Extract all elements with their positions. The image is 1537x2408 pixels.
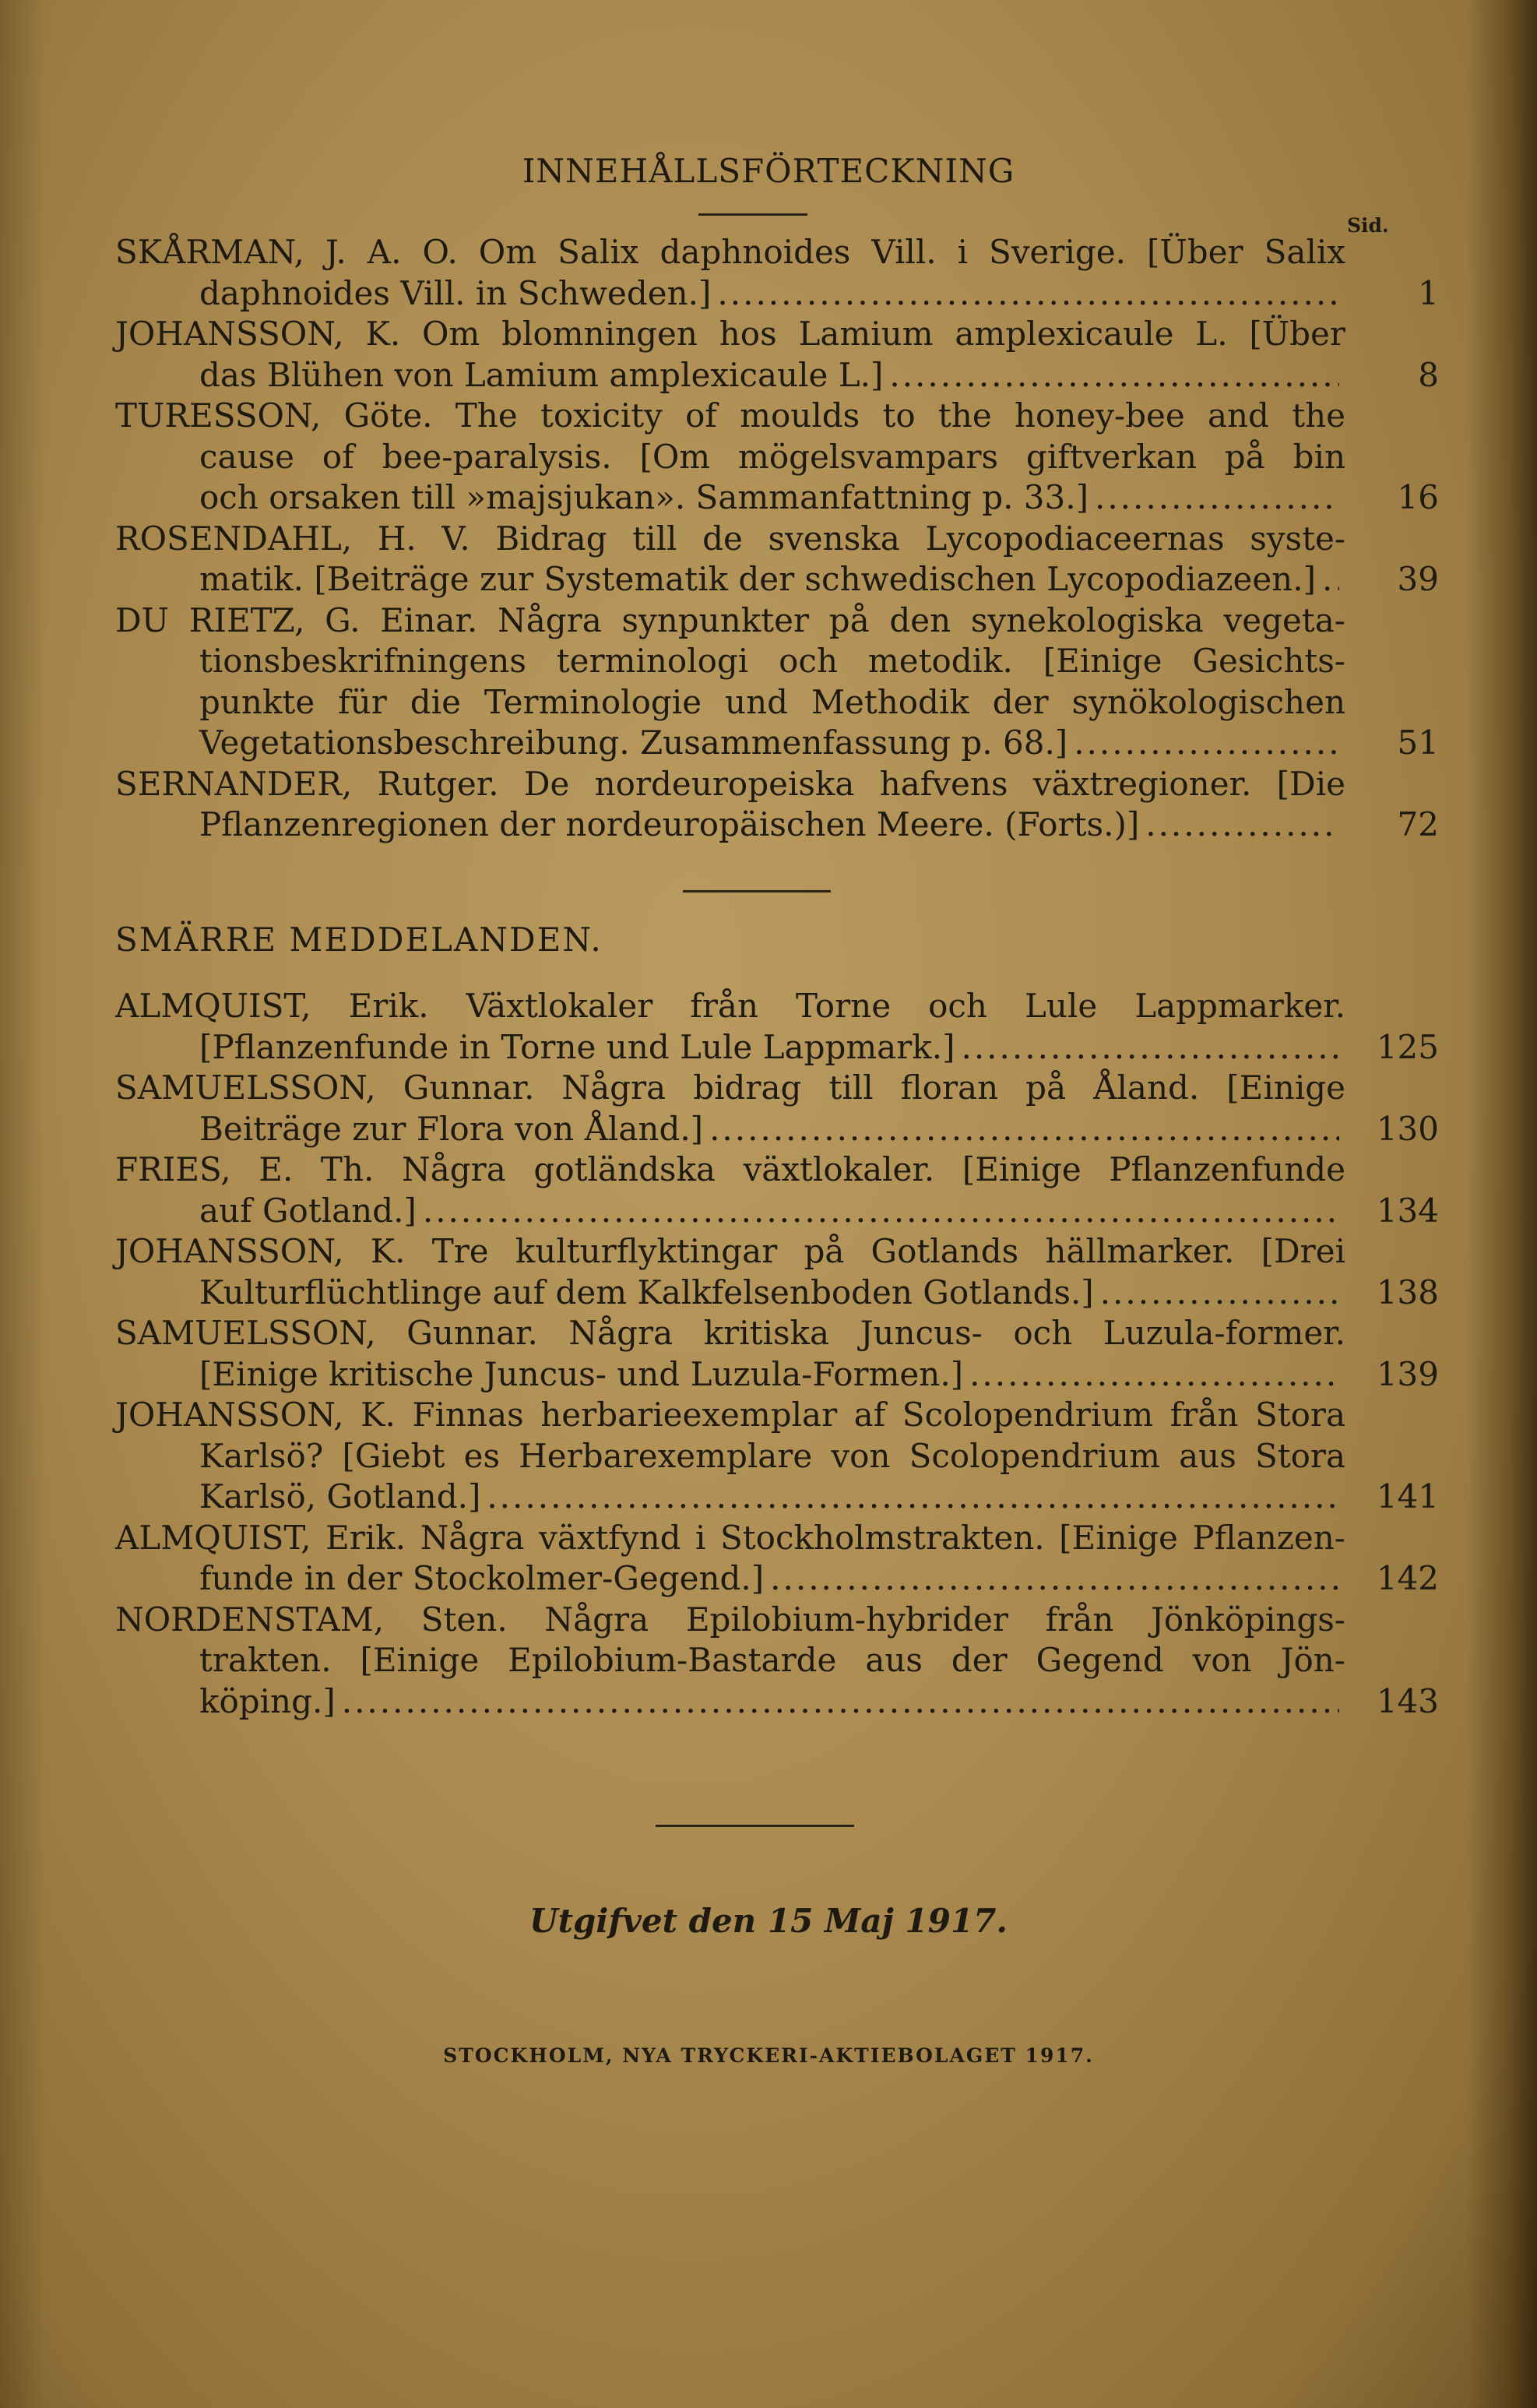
entry-text: SAMUELSSON, Gunnar. Några kritiska Juncus- och Luzula-former. [115,1314,1345,1352]
entry-text: cause of bee-paralysis. [Om mögelsvampars giftverkan på bin [199,437,1345,476]
entry-line-first [115,1518,1439,1559]
entry-line-first [115,314,1439,355]
toc-entry [115,1395,1439,1518]
entry-text: köping.] [199,1681,336,1720]
entry-line-first [115,1068,1439,1109]
entry-line-first [115,600,1439,642]
table-of-contents [115,232,1439,846]
dot-leader [770,1558,1339,1600]
entry-line-continued [115,1273,1439,1314]
dot-leader [1095,477,1339,519]
page-number: 125 [1376,1027,1439,1066]
entry-line-continued [115,437,1439,478]
entry-line-first [115,519,1439,560]
entry-text: auf Gotland.] [199,1191,417,1230]
entry-line-continued [115,641,1439,682]
toc-entry [115,1518,1439,1600]
entry-line-continued [115,273,1439,315]
dot-leader [889,355,1339,396]
dot-leader [717,273,1339,315]
entry-line-continued [115,355,1439,396]
entry-line-continued [115,1477,1439,1518]
entry-text: [Pflanzenfunde in Torne und Lule Lappmark.] [199,1027,955,1066]
dot-leader [342,1681,1339,1723]
toc-entry [115,600,1439,764]
entry-line-continued [115,1681,1439,1723]
page-column-label: Sid. [1347,214,1389,237]
section-heading: SMÄRRE MEDDELANDEN. [115,921,603,959]
entry-line-continued [115,1191,1439,1232]
entry-text: JOHANSSON, K. Om blomningen hos Lamium amplexicaule L. [Über [115,315,1345,353]
page-number: 138 [1376,1273,1439,1311]
dot-leader [487,1477,1339,1518]
dot-leader [1145,804,1339,846]
page-number: 16 [1397,478,1439,516]
entry-text: Pflanzenregionen der nordeuropäischen Meere. (Forts.)] [199,805,1140,843]
toc-entry [115,986,1439,1068]
page-number: 1 [1418,273,1439,312]
dot-leader [969,1354,1339,1396]
entry-text: och orsaken till »majsjukan». Sammanfattning p. 33.] [199,478,1089,516]
short-communications-list [115,986,1439,1722]
entry-line-continued [115,1436,1439,1477]
entry-line-continued [115,477,1439,519]
page-number: 72 [1397,805,1439,843]
entry-line-first [115,1313,1439,1354]
toc-entry [115,1600,1439,1723]
entry-text: DU RIETZ, G. Einar. Några synpunkter på den synekologiska vegeta- [115,600,1345,639]
entry-text: Kulturflüchtlinge auf dem Kalkfelsenboden Gotlands.] [199,1273,1094,1311]
entry-line-first [115,1600,1439,1641]
entry-line-continued [115,559,1439,600]
entry-text: NORDENSTAM, Sten. Några Epilobium-hybrider från Jönköpings- [115,1600,1345,1639]
entry-line-first [115,1231,1439,1273]
entry-text: tionsbeskrifningens terminologi och metodik. [Einige Gesichts- [199,642,1345,680]
page-number: 142 [1376,1559,1439,1597]
entry-text: SERNANDER, Rutger. De nordeuropeiska hafvens växtregioner. [Die [115,764,1345,803]
toc-entry [115,232,1439,314]
entry-text: ALMQUIST, Erik. Växtlokaler från Torne och Lule Lappmarker. [115,987,1345,1025]
page-number: 141 [1376,1477,1439,1516]
entry-text: daphnoides Vill. in Schweden.] [199,273,712,312]
entry-text: ALMQUIST, Erik. Några växtfynd i Stockholmstrakten. [Einige Pflanzen- [115,1518,1345,1557]
entry-text: JOHANSSON, K. Finnas herbarieexemplar af Scolopendrium från Stora [115,1396,1345,1434]
entry-text: matik. [Beiträge zur Systematik der schwedischen Lycopodiazeen.] [199,560,1316,598]
dot-leader [1322,559,1339,600]
entry-text: SKÅRMAN, J. A. O. Om Salix daphnoides Vill. i Sverige. [Über Salix [115,233,1345,271]
issue-date: Utgifvet den 15 Maj 1917. [529,1902,1008,1940]
end-rule [656,1825,854,1827]
entry-line-first [115,764,1439,805]
page-number: 139 [1376,1354,1439,1393]
entry-line-first [115,232,1439,273]
entry-text: ROSENDAHL, H. V. Bidrag till de svenska Lycopodiaceernas syste- [115,519,1345,558]
entry-line-continued [115,1640,1439,1681]
title-rule [698,213,807,216]
page-number: 8 [1418,355,1439,394]
page-number: 130 [1376,1109,1439,1148]
entry-text: Karlsö, Gotland.] [199,1477,481,1516]
entry-line-first [115,1395,1439,1436]
dot-leader [1074,723,1339,764]
entry-text: Karlsö? [Giebt es Herbarexemplare von Scolopendrium aus Stora [199,1436,1345,1475]
toc-entry [115,1231,1439,1313]
toc-entry [115,764,1439,846]
page-title: INNEHÅLLSFÖRTECKNING [522,152,1015,190]
entry-line-continued [115,1027,1439,1068]
toc-entry [115,1149,1439,1231]
entry-text: funde in der Stockolmer-Gegend.] [199,1559,765,1597]
entry-text: punkte für die Terminologie und Methodik der synökologischen [199,682,1345,721]
entry-line-continued [115,682,1439,723]
entry-line-first [115,1149,1439,1191]
dot-leader [423,1191,1339,1232]
toc-entry [115,396,1439,519]
entry-text: das Blühen von Lamium amplexicaule L.] [199,355,884,394]
dot-leader [1100,1273,1339,1314]
page-number: 51 [1397,723,1439,762]
entry-text: SAMUELSSON, Gunnar. Några bidrag till floran på Åland. [Einige [115,1068,1345,1107]
toc-entry [115,314,1439,396]
entry-line-first [115,986,1439,1027]
entry-line-continued [115,804,1439,846]
entry-text: [Einige kritische Juncus- und Luzula-Formen.] [199,1354,964,1393]
page-number: 134 [1376,1191,1439,1230]
printer-imprint: STOCKHOLM, NYA TRYCKERI-AKTIEBOLAGET 1917. [443,2044,1094,2067]
entry-text: Vegetationsbeschreibung. Zusammenfassung p. 68.] [199,723,1068,762]
entry-line-continued [115,723,1439,764]
entry-text: JOHANSSON, K. Tre kulturflyktingar på Gotlands hällmarker. [Drei [115,1232,1345,1270]
dot-leader [961,1027,1339,1068]
toc-entry [115,519,1439,600]
entry-line-first [115,396,1439,437]
page-number: 39 [1397,560,1439,598]
page-number: 143 [1376,1681,1439,1720]
entry-text: FRIES, E. Th. Några gotländska växtlokaler. [Einige Pflanzenfunde [115,1150,1345,1188]
entry-text: Beiträge zur Flora von Åland.] [199,1109,704,1148]
toc-entry [115,1313,1439,1395]
toc-entry [115,1068,1439,1149]
entry-line-continued [115,1354,1439,1396]
entry-text: TURESSON, Göte. The toxicity of moulds to the honey-bee and the [115,396,1345,435]
section-rule [683,890,831,892]
entry-line-continued [115,1109,1439,1150]
entry-text: trakten. [Einige Epilobium-Bastarde aus der Gegend von Jön- [199,1641,1345,1679]
dot-leader [709,1109,1339,1150]
entry-line-continued [115,1558,1439,1600]
